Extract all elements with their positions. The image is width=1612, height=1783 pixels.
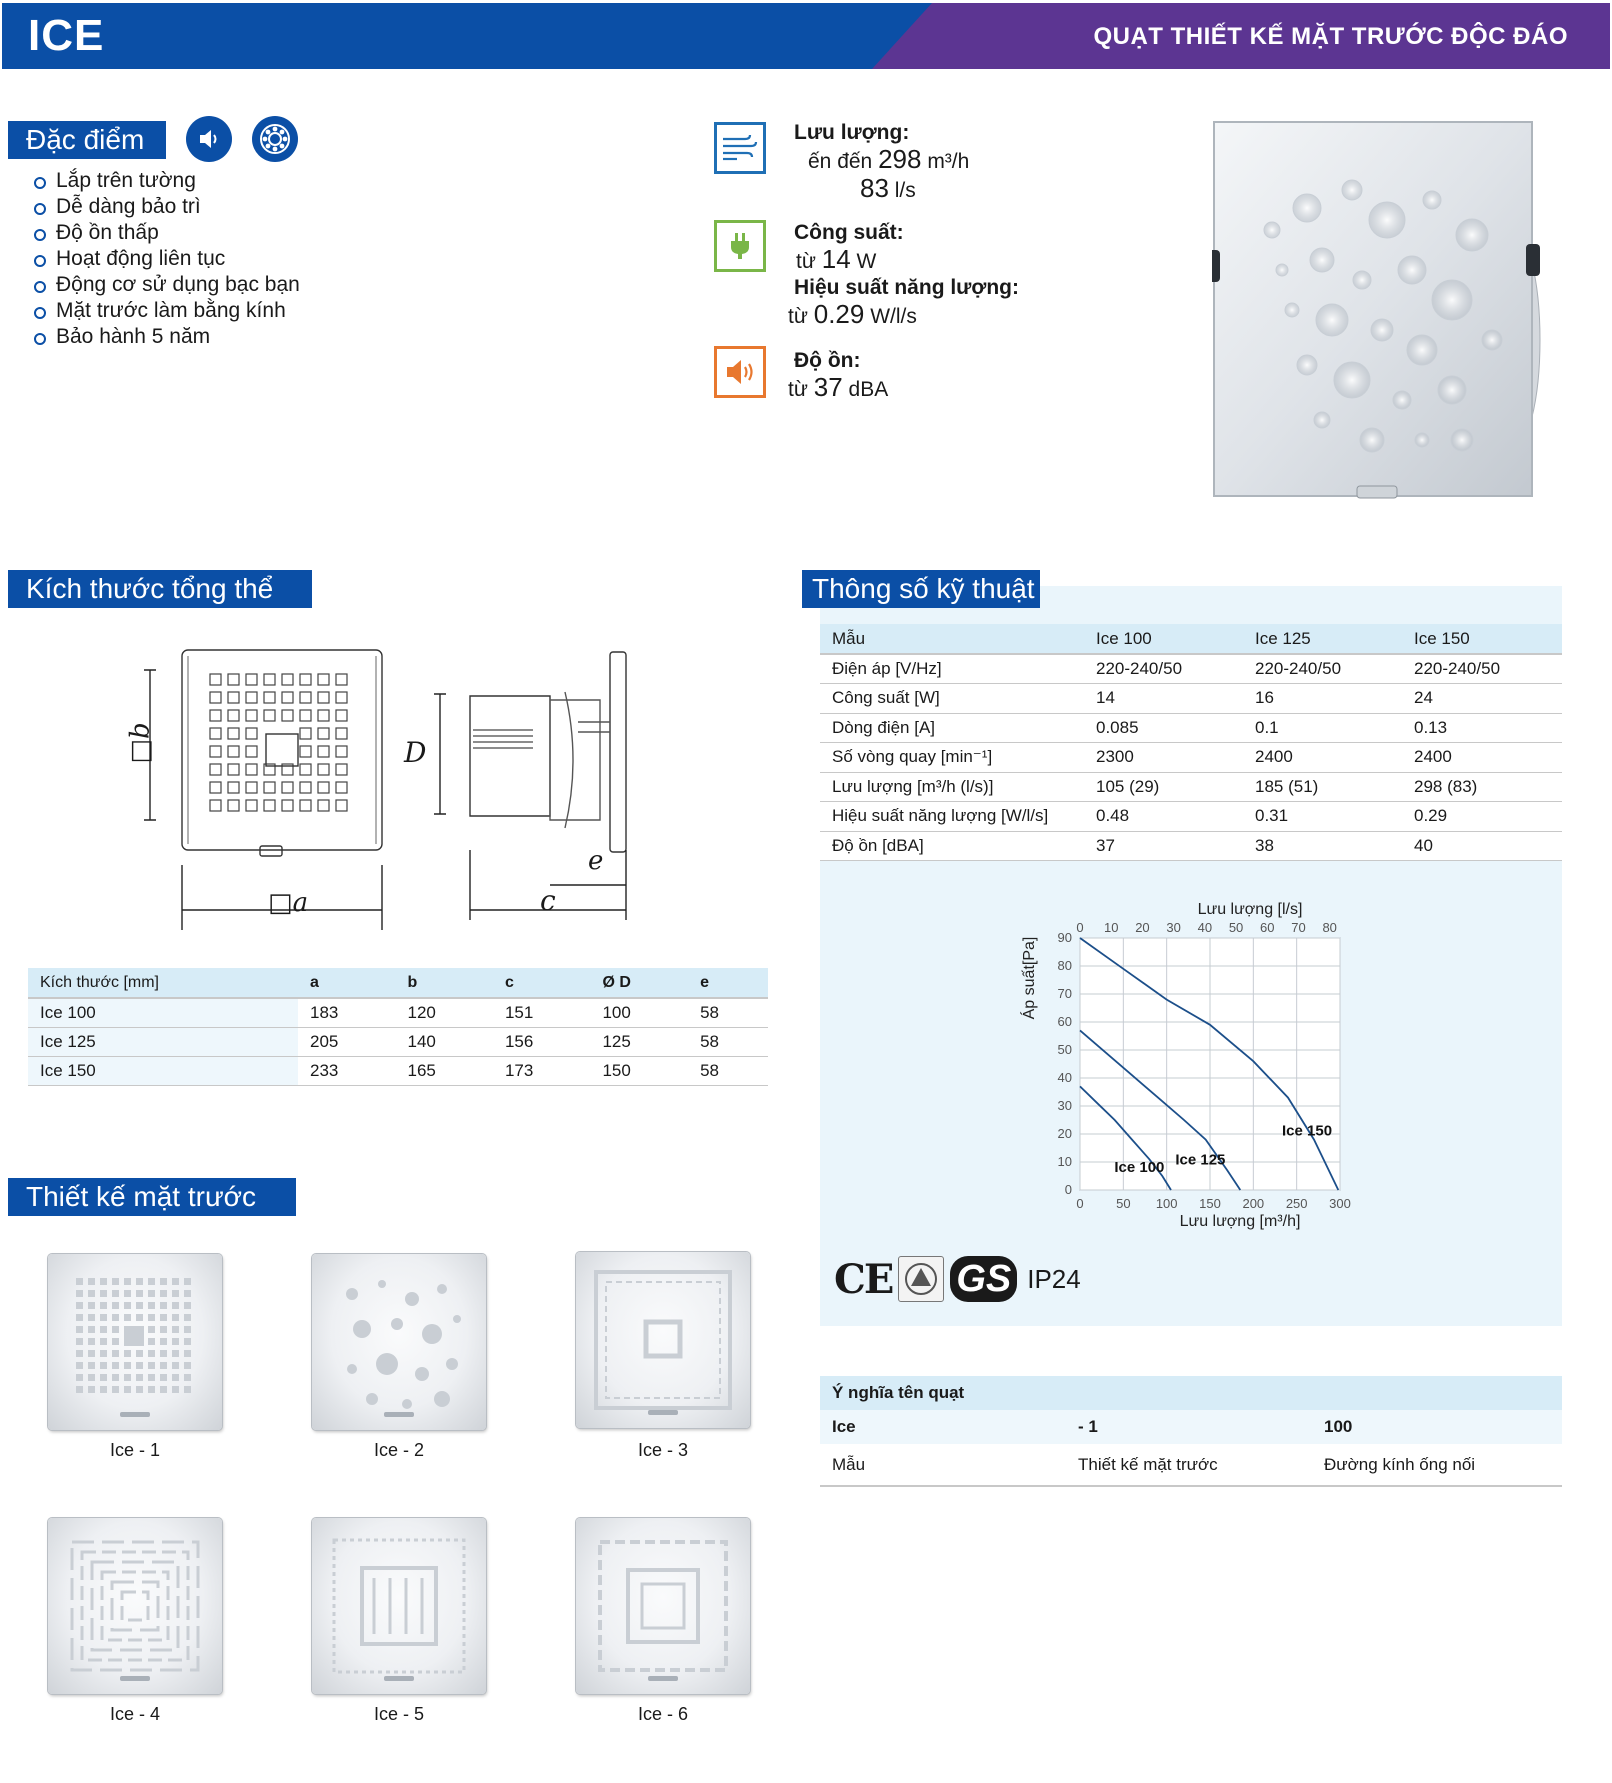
table-header-row bbox=[820, 624, 1562, 654]
table-header: b bbox=[395, 968, 492, 998]
table-row bbox=[820, 831, 1562, 861]
table-cell: Dòng điện [A] bbox=[820, 713, 1084, 743]
x-tick-label: 250 bbox=[1285, 1196, 1308, 1211]
table-cell: 37 bbox=[1084, 831, 1243, 861]
front-design-caption: Ice - 5 bbox=[373, 1704, 425, 1724]
features-list bbox=[34, 168, 300, 350]
y-tick-label: 50 bbox=[1057, 1042, 1072, 1057]
efficiency-unit: W/l/s bbox=[870, 305, 917, 328]
dim-label-b: □b bbox=[125, 722, 156, 764]
x-axis-label: Lưu lượng [m³/h] bbox=[1179, 1213, 1301, 1230]
table-cell: 38 bbox=[1243, 831, 1402, 861]
table-header: a bbox=[298, 968, 395, 998]
performance-chart-svg bbox=[1010, 890, 1390, 1230]
x2-tick-label: 10 bbox=[1103, 920, 1119, 935]
table-cell: 173 bbox=[493, 1056, 590, 1085]
airflow-label: Lưu lượng: bbox=[794, 121, 910, 144]
table-cell: 100 bbox=[590, 998, 688, 1027]
series-label: Ice 100 bbox=[1114, 1159, 1165, 1176]
table-row bbox=[28, 998, 768, 1027]
airflow-value: 298 bbox=[878, 144, 922, 174]
front-design-tile-4 bbox=[48, 1518, 222, 1694]
table-cell: Công suất [W] bbox=[820, 684, 1084, 714]
header-subtitle: QUẠT THIẾT KẾ MẶT TRƯỚC ĐỘC ĐÁO bbox=[1093, 23, 1568, 50]
table-cell: 120 bbox=[395, 998, 492, 1027]
x-tick-label: 100 bbox=[1155, 1196, 1178, 1211]
table-cell: 0.29 bbox=[1402, 802, 1562, 832]
x2-tick-label: 60 bbox=[1260, 920, 1275, 935]
airflow-unit-ls: l/s bbox=[894, 179, 916, 202]
y-tick-label: 40 bbox=[1057, 1070, 1072, 1085]
tuv-logo-icon bbox=[898, 1256, 944, 1302]
y-tick-label: 10 bbox=[1057, 1154, 1072, 1169]
x-tick-label: 200 bbox=[1242, 1196, 1265, 1211]
power-unit: W bbox=[856, 250, 877, 273]
y-tick-label: 30 bbox=[1057, 1098, 1072, 1113]
bearing-icon bbox=[252, 116, 298, 162]
table-cell: Đường kính ống nối bbox=[1312, 1444, 1562, 1486]
table-row bbox=[820, 743, 1562, 773]
table-cell: Ice 100 bbox=[28, 998, 298, 1027]
x-tick-label: 0 bbox=[1076, 1196, 1084, 1211]
table-cell: Số vòng quay [min⁻¹] bbox=[820, 743, 1084, 773]
noise-value: 37 bbox=[813, 372, 843, 402]
table-cell: 220-240/50 bbox=[1084, 654, 1243, 684]
features-heading: Đặc điểm bbox=[8, 121, 166, 159]
tech-heading: Thông số kỹ thuật bbox=[802, 570, 1040, 608]
table-row bbox=[820, 1410, 1562, 1444]
table-cell: 0.31 bbox=[1243, 802, 1402, 832]
airflow-prefix: ến đến bbox=[808, 150, 873, 173]
x2-axis-label: Lưu lượng [l/s] bbox=[1197, 901, 1303, 918]
x2-tick-label: 70 bbox=[1291, 920, 1306, 935]
dimensions-heading: Kích thước tổng thể bbox=[8, 570, 312, 608]
table-cell: Ice bbox=[820, 1410, 1066, 1444]
table-row bbox=[28, 1027, 768, 1056]
table-cell: Lưu lượng [m³/h (l/s)] bbox=[820, 772, 1084, 802]
noise-icon bbox=[714, 346, 766, 398]
feature-item: Động cơ sử dụng bạc bạn bbox=[34, 272, 300, 298]
table-cell: Thiết kế mặt trước bbox=[1066, 1444, 1312, 1486]
noise-label: Độ ồn: bbox=[794, 349, 861, 372]
table-row bbox=[820, 772, 1562, 802]
front-design-tile-6 bbox=[576, 1518, 750, 1694]
table-header: e bbox=[688, 968, 768, 998]
gs-mark: GS bbox=[950, 1256, 1017, 1302]
table-cell: Ice 150 bbox=[28, 1056, 298, 1085]
feature-item: Lắp trên tường bbox=[34, 168, 300, 194]
table-cell: 233 bbox=[298, 1056, 395, 1085]
table-cell: 185 (51) bbox=[1243, 772, 1402, 802]
table-cell: 150 bbox=[590, 1056, 688, 1085]
table-header: c bbox=[493, 968, 590, 998]
table-cell: 0.13 bbox=[1402, 713, 1562, 743]
table-cell: - 1 bbox=[1066, 1410, 1312, 1444]
table-cell: 16 bbox=[1243, 684, 1402, 714]
dim-label-e: e bbox=[588, 846, 604, 876]
table-row bbox=[820, 1444, 1562, 1486]
table-cell: 165 bbox=[395, 1056, 492, 1085]
table-cell: 205 bbox=[298, 1027, 395, 1056]
airflow-unit: m³/h bbox=[927, 150, 970, 173]
table-cell: 151 bbox=[493, 998, 590, 1027]
front-design-caption: Ice - 2 bbox=[373, 1440, 425, 1460]
y-tick-label: 70 bbox=[1057, 986, 1072, 1001]
airflow-value-ls: 83 bbox=[860, 173, 889, 203]
table-cell: Mẫu bbox=[820, 1444, 1066, 1486]
feature-item: Dễ dàng bảo trì bbox=[34, 194, 300, 220]
page-header bbox=[2, 3, 1610, 69]
name-meaning-table bbox=[820, 1376, 1562, 1487]
table-cell: 156 bbox=[493, 1027, 590, 1056]
x2-tick-label: 50 bbox=[1228, 920, 1244, 935]
front-design-tile-3 bbox=[576, 1252, 750, 1428]
dim-label-d: D bbox=[404, 736, 427, 769]
efficiency-value: 0.29 bbox=[813, 299, 865, 329]
dimension-drawing bbox=[110, 640, 650, 930]
y-tick-label: 90 bbox=[1057, 930, 1072, 945]
feature-item: Hoạt động liên tục bbox=[34, 246, 300, 272]
table-cell: 220-240/50 bbox=[1402, 654, 1562, 684]
front-design-heading: Thiết kế mặt trước bbox=[8, 1178, 296, 1216]
dim-label-a: □a bbox=[268, 888, 309, 918]
certifications bbox=[834, 1254, 1081, 1304]
plug-icon bbox=[714, 220, 766, 272]
y-tick-label: 60 bbox=[1057, 1014, 1072, 1029]
table-row bbox=[820, 684, 1562, 714]
front-design-caption: Ice - 4 bbox=[109, 1704, 161, 1724]
ip-rating: IP24 bbox=[1027, 1263, 1081, 1294]
y-tick-label: 20 bbox=[1057, 1126, 1072, 1141]
power-label: Công suất: bbox=[794, 221, 904, 244]
table-cell: 2400 bbox=[1243, 743, 1402, 773]
table-cell: 298 (83) bbox=[1402, 772, 1562, 802]
table-header: Ice 125 bbox=[1243, 624, 1402, 654]
table-cell: 0.1 bbox=[1243, 713, 1402, 743]
product-image bbox=[1212, 120, 1552, 500]
x2-tick-label: 80 bbox=[1322, 920, 1337, 935]
y-tick-label: 0 bbox=[1064, 1182, 1072, 1197]
front-design-tile-5 bbox=[312, 1518, 486, 1694]
table-cell: 140 bbox=[395, 1027, 492, 1056]
table-header: Ice 100 bbox=[1084, 624, 1243, 654]
table-cell: Điện áp [V/Hz] bbox=[820, 654, 1084, 684]
table-cell: 58 bbox=[688, 1056, 768, 1085]
table-cell: 58 bbox=[688, 1027, 768, 1056]
table-cell: 2400 bbox=[1402, 743, 1562, 773]
table-cell: 0.085 bbox=[1084, 713, 1243, 743]
table-cell: 220-240/50 bbox=[1243, 654, 1402, 684]
header-title: ICE bbox=[28, 11, 105, 60]
series-label: Ice 125 bbox=[1175, 1151, 1226, 1169]
table-cell: 40 bbox=[1402, 831, 1562, 861]
front-design-caption: Ice - 1 bbox=[109, 1440, 161, 1460]
ce-mark: CE bbox=[834, 1255, 893, 1303]
table-cell: Hiệu suất năng lượng [W/l/s] bbox=[820, 802, 1084, 832]
table-header: Ice 150 bbox=[1402, 624, 1562, 654]
table-header-row bbox=[28, 968, 768, 998]
table-row bbox=[820, 654, 1562, 684]
noise-unit: dBA bbox=[848, 378, 889, 401]
speaker-icon bbox=[186, 116, 232, 162]
table-cell: 0.48 bbox=[1084, 802, 1243, 832]
x2-tick-label: 20 bbox=[1135, 920, 1150, 935]
noise-prefix: từ bbox=[788, 378, 808, 401]
table-cell: 100 bbox=[1312, 1410, 1562, 1444]
power-prefix: từ bbox=[796, 250, 816, 273]
tech-table bbox=[820, 624, 1562, 861]
table-row bbox=[820, 802, 1562, 832]
x2-tick-label: 40 bbox=[1197, 920, 1213, 935]
feature-item: Mặt trước làm bằng kính bbox=[34, 298, 300, 324]
table-cell: 125 bbox=[590, 1027, 688, 1056]
x2-tick-label: 0 bbox=[1076, 920, 1084, 935]
dim-label-c: c bbox=[540, 884, 556, 917]
y-tick-label: 80 bbox=[1057, 958, 1072, 973]
table-cell: Độ ồn [dBA] bbox=[820, 831, 1084, 861]
table-cell: 14 bbox=[1084, 684, 1243, 714]
table-cell: 2300 bbox=[1084, 743, 1243, 773]
front-design-tile-1 bbox=[48, 1254, 222, 1430]
x-tick-label: 50 bbox=[1116, 1196, 1131, 1211]
table-header: Mẫu bbox=[820, 624, 1084, 654]
table-header: Kích thước [mm] bbox=[28, 968, 298, 998]
y-axis-label: Áp suất[Pa] bbox=[1021, 936, 1038, 1020]
x2-tick-label: 30 bbox=[1166, 920, 1181, 935]
table-cell: 183 bbox=[298, 998, 395, 1027]
table-row bbox=[820, 713, 1562, 743]
table-cell: 58 bbox=[688, 998, 768, 1027]
feature-item: Bảo hành 5 năm bbox=[34, 324, 300, 350]
table-cell: Ice 125 bbox=[28, 1027, 298, 1056]
efficiency-label: Hiệu suất năng lượng: bbox=[794, 276, 1019, 299]
front-design-caption: Ice - 6 bbox=[637, 1704, 689, 1724]
airflow-icon bbox=[714, 122, 766, 174]
x-tick-label: 150 bbox=[1199, 1196, 1221, 1211]
power-value: 14 bbox=[821, 244, 851, 274]
name-meaning-heading: Ý nghĩa tên quạt bbox=[820, 1376, 1562, 1410]
table-row bbox=[28, 1056, 768, 1085]
front-design-caption: Ice - 3 bbox=[637, 1440, 689, 1460]
performance-chart bbox=[1010, 890, 1390, 1230]
dimensions-table bbox=[28, 968, 768, 1086]
feature-item: Độ ồn thấp bbox=[34, 220, 300, 246]
table-header: Ø D bbox=[590, 968, 688, 998]
front-design-tile-2 bbox=[312, 1254, 486, 1430]
table-cell: 24 bbox=[1402, 684, 1562, 714]
efficiency-prefix: từ bbox=[788, 305, 808, 328]
x-tick-label: 300 bbox=[1329, 1196, 1351, 1211]
series-label: Ice 150 bbox=[1282, 1122, 1333, 1140]
table-cell: 105 (29) bbox=[1084, 772, 1243, 802]
